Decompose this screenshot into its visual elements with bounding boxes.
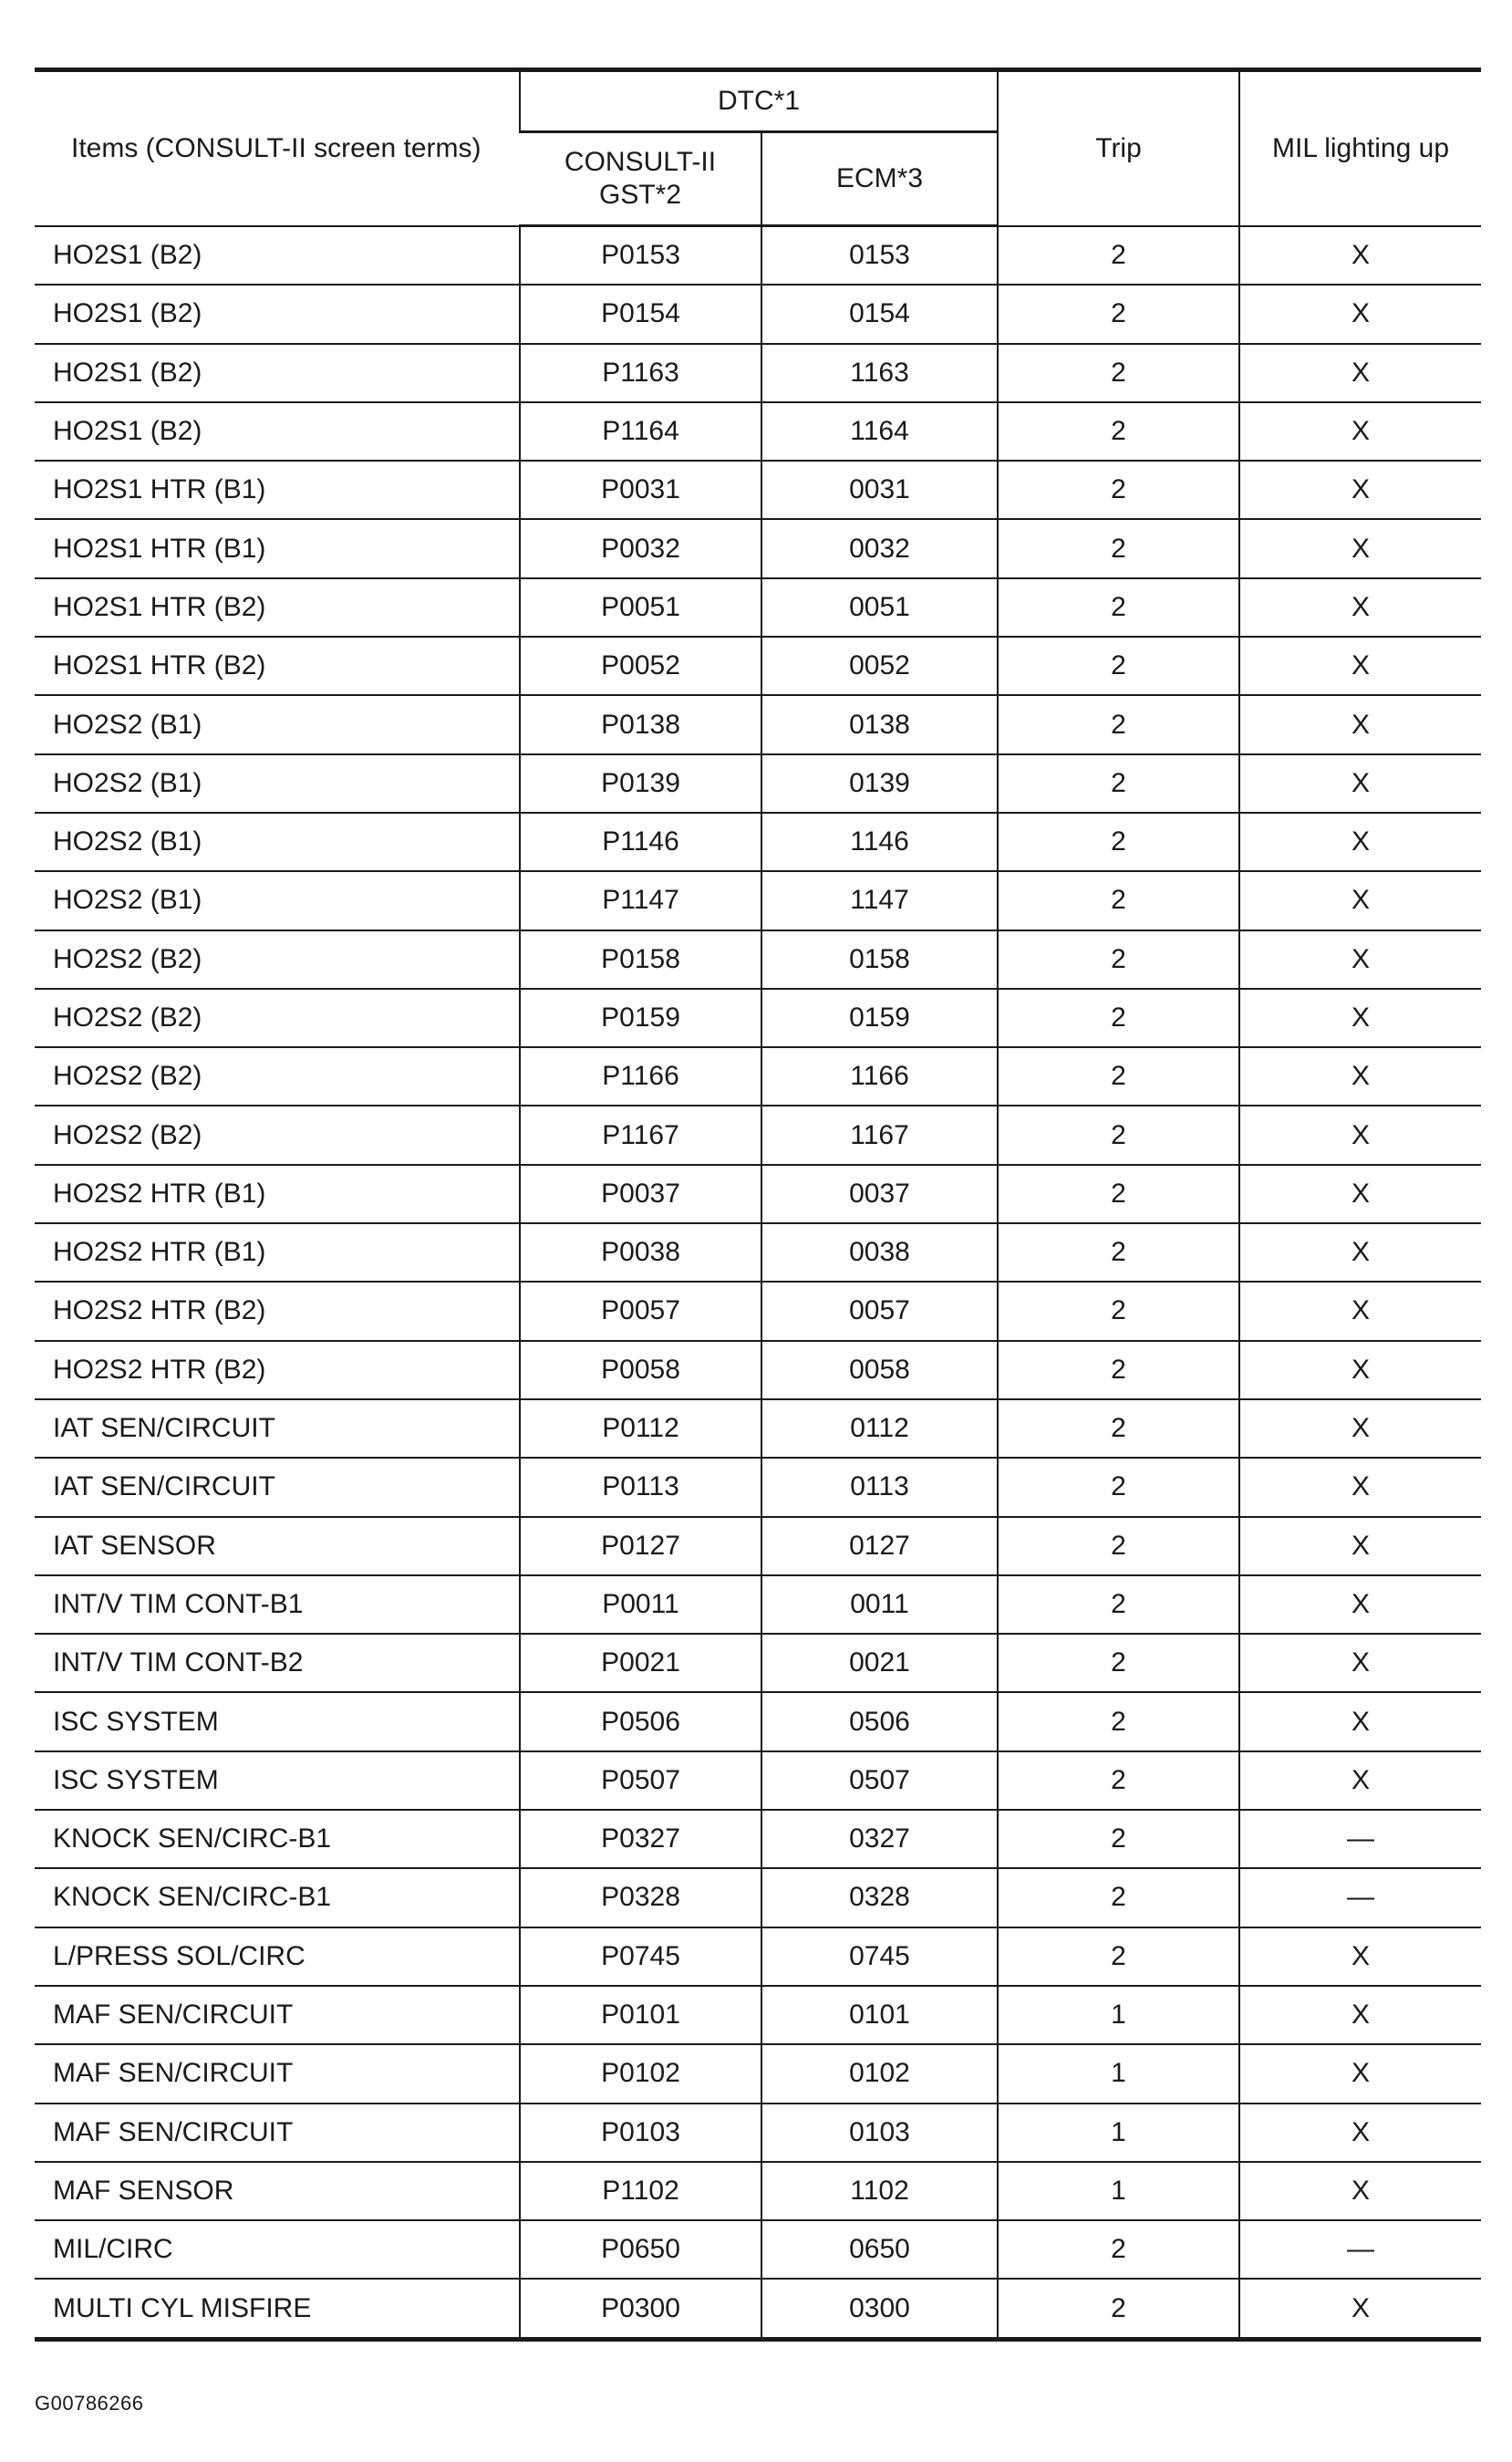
trip-column-header: Trip (998, 70, 1239, 226)
table-row (35, 1751, 1481, 1810)
item-cell: HO2S2 (B2) (35, 1106, 520, 1164)
ecm-code-cell: 0113 (761, 1458, 998, 1516)
ecm-code-cell: 0011 (761, 1575, 998, 1634)
trip-cell: 2 (998, 1868, 1239, 1927)
item-cell: HO2S1 HTR (B2) (35, 578, 520, 637)
table-row (35, 2162, 1481, 2220)
table-row (35, 1282, 1481, 1340)
trip-cell: 1 (998, 1986, 1239, 2044)
item-cell: INT/V TIM CONT-B2 (35, 1634, 520, 1692)
mil-cell: X (1239, 871, 1481, 930)
consult-code-cell: P0650 (520, 2220, 761, 2279)
ecm-code-cell: 0021 (761, 1634, 998, 1692)
item-cell: IAT SENSOR (35, 1517, 520, 1575)
trip-cell: 2 (998, 1692, 1239, 1750)
ecm-code-cell: 0057 (761, 1282, 998, 1340)
consult-code-cell: P0507 (520, 1751, 761, 1810)
item-cell: HO2S2 HTR (B2) (35, 1341, 520, 1399)
trip-cell: 1 (998, 2104, 1239, 2162)
item-cell: HO2S1 (B2) (35, 344, 520, 402)
mil-cell: — (1239, 2220, 1481, 2279)
consult-code-cell: P0051 (520, 578, 761, 637)
table-row (35, 1575, 1481, 1634)
trip-cell: 2 (998, 637, 1239, 695)
table-row (35, 930, 1481, 989)
ecm-code-cell: 0103 (761, 2104, 998, 2162)
item-cell: HO2S2 (B1) (35, 871, 520, 930)
dtc-column-header: DTC*1 (520, 70, 998, 132)
table-row (35, 1927, 1481, 1986)
mil-cell: X (1239, 1106, 1481, 1164)
mil-column-header: MIL lighting up (1239, 70, 1481, 226)
table-body (35, 226, 1481, 2340)
trip-cell: 2 (998, 461, 1239, 519)
ecm-code-cell: 0153 (761, 226, 998, 286)
item-cell: MAF SEN/CIRCUIT (35, 2044, 520, 2103)
trip-cell: 2 (998, 695, 1239, 753)
trip-cell: 2 (998, 519, 1239, 577)
trip-cell: 2 (998, 871, 1239, 930)
table-row (35, 344, 1481, 402)
trip-cell: 2 (998, 1517, 1239, 1575)
item-cell: IAT SEN/CIRCUIT (35, 1458, 520, 1516)
table-row (35, 1399, 1481, 1458)
ecm-code-cell: 1102 (761, 2162, 998, 2220)
consult-header-line-1: CONSULT-II (564, 147, 717, 177)
ecm-code-cell: 0058 (761, 1341, 998, 1399)
consult-code-cell: P1164 (520, 402, 761, 461)
mil-cell: X (1239, 402, 1481, 461)
mil-cell: X (1239, 813, 1481, 871)
mil-cell: — (1239, 1868, 1481, 1927)
table-row (35, 1458, 1481, 1516)
mil-cell: X (1239, 1751, 1481, 1810)
trip-cell: 2 (998, 1047, 1239, 1106)
item-cell: IAT SEN/CIRCUIT (35, 1399, 520, 1458)
ecm-code-cell: 0031 (761, 461, 998, 519)
table-row (35, 461, 1481, 519)
item-cell: HO2S1 HTR (B1) (35, 461, 520, 519)
mil-cell: X (1239, 461, 1481, 519)
figure-code: G00786266 (35, 2392, 144, 2415)
mil-cell: X (1239, 1575, 1481, 1634)
ecm-code-cell: 1146 (761, 813, 998, 871)
mil-cell: X (1239, 285, 1481, 343)
ecm-code-cell: 0102 (761, 2044, 998, 2103)
mil-cell: X (1239, 2279, 1481, 2339)
trip-cell: 2 (998, 1751, 1239, 1810)
mil-cell: X (1239, 578, 1481, 637)
table-row (35, 1868, 1481, 1927)
table-row (35, 2279, 1481, 2339)
trip-cell: 2 (998, 2220, 1239, 2279)
trip-cell: 2 (998, 1399, 1239, 1458)
mil-cell: X (1239, 226, 1481, 286)
item-cell: ISC SYSTEM (35, 1751, 520, 1810)
table-row (35, 1047, 1481, 1106)
trip-cell: 2 (998, 989, 1239, 1047)
trip-cell: 2 (998, 226, 1239, 286)
consult-code-cell: P0101 (520, 1986, 761, 2044)
consult-code-cell: P0011 (520, 1575, 761, 1634)
item-cell: HO2S1 HTR (B1) (35, 519, 520, 577)
ecm-code-cell: 0138 (761, 695, 998, 753)
ecm-code-cell: 1147 (761, 871, 998, 930)
mil-cell: X (1239, 344, 1481, 402)
ecm-code-cell: 0051 (761, 578, 998, 637)
consult-code-cell: P0052 (520, 637, 761, 695)
mil-cell: X (1239, 695, 1481, 753)
item-cell: HO2S1 (B2) (35, 226, 520, 286)
table-row (35, 637, 1481, 695)
mil-cell: X (1239, 1634, 1481, 1692)
item-cell: HO2S2 HTR (B1) (35, 1223, 520, 1282)
table-row (35, 402, 1481, 461)
table-header (35, 70, 1481, 226)
consult-code-cell: P0745 (520, 1927, 761, 1986)
items-column-header: Items (CONSULT-II screen terms) (35, 70, 520, 226)
trip-cell: 2 (998, 1223, 1239, 1282)
mil-cell: X (1239, 1341, 1481, 1399)
table-row (35, 519, 1481, 577)
item-cell: MAF SENSOR (35, 2162, 520, 2220)
mil-cell: X (1239, 754, 1481, 813)
consult-code-cell: P0328 (520, 1868, 761, 1927)
table-row (35, 1634, 1481, 1692)
mil-cell: X (1239, 2044, 1481, 2103)
consult-code-cell: P0300 (520, 2279, 761, 2339)
table-row (35, 285, 1481, 343)
ecm-code-cell: 0159 (761, 989, 998, 1047)
consult-code-cell: P0102 (520, 2044, 761, 2103)
consult-code-cell: P0506 (520, 1692, 761, 1750)
mil-cell: X (1239, 1986, 1481, 2044)
item-cell: HO2S2 (B1) (35, 754, 520, 813)
item-cell: L/PRESS SOL/CIRC (35, 1927, 520, 1986)
consult-code-cell: P0037 (520, 1165, 761, 1223)
dtc-table (35, 68, 1481, 2342)
mil-cell: X (1239, 1517, 1481, 1575)
mil-cell: X (1239, 930, 1481, 989)
table-row (35, 1165, 1481, 1223)
item-cell: HO2S1 (B2) (35, 285, 520, 343)
mil-cell: X (1239, 1399, 1481, 1458)
table-row (35, 695, 1481, 753)
consult-code-cell: P0058 (520, 1341, 761, 1399)
table-row (35, 754, 1481, 813)
table-row (35, 813, 1481, 871)
ecm-code-cell: 0154 (761, 285, 998, 343)
table-row (35, 871, 1481, 930)
consult-code-cell: P1102 (520, 2162, 761, 2220)
trip-cell: 2 (998, 1575, 1239, 1634)
ecm-code-cell: 1166 (761, 1047, 998, 1106)
table-row (35, 1692, 1481, 1750)
trip-cell: 2 (998, 1106, 1239, 1164)
mil-cell: — (1239, 1810, 1481, 1868)
item-cell: HO2S2 (B2) (35, 930, 520, 989)
item-cell: KNOCK SEN/CIRC-B1 (35, 1868, 520, 1927)
ecm-code-cell: 0328 (761, 1868, 998, 1927)
trip-cell: 2 (998, 1282, 1239, 1340)
trip-cell: 2 (998, 813, 1239, 871)
item-cell: HO2S2 HTR (B2) (35, 1282, 520, 1340)
ecm-code-cell: 0327 (761, 1810, 998, 1868)
mil-cell: X (1239, 2104, 1481, 2162)
dtc-table-sheet (35, 68, 1481, 2342)
item-cell: HO2S2 (B1) (35, 695, 520, 753)
trip-cell: 2 (998, 1810, 1239, 1868)
consult-code-cell: P0113 (520, 1458, 761, 1516)
consult-code-cell: P1146 (520, 813, 761, 871)
trip-cell: 2 (998, 1165, 1239, 1223)
trip-cell: 2 (998, 2279, 1239, 2339)
consult-header-line-2: GST*2 (598, 180, 682, 210)
ecm-code-cell: 0745 (761, 1927, 998, 1986)
table-row (35, 1341, 1481, 1399)
item-cell: MAF SEN/CIRCUIT (35, 2104, 520, 2162)
mil-cell: X (1239, 1692, 1481, 1750)
trip-cell: 2 (998, 754, 1239, 813)
consult-code-cell: P1166 (520, 1047, 761, 1106)
ecm-code-cell: 0127 (761, 1517, 998, 1575)
consult-code-cell: P0327 (520, 1810, 761, 1868)
consult-code-cell: P0139 (520, 754, 761, 813)
ecm-code-cell: 0038 (761, 1223, 998, 1282)
item-cell: HO2S2 (B2) (35, 989, 520, 1047)
mil-cell: X (1239, 1047, 1481, 1106)
ecm-code-cell: 1163 (761, 344, 998, 402)
mil-cell: X (1239, 989, 1481, 1047)
consult-gst-column-header (520, 132, 761, 226)
mil-cell: X (1239, 637, 1481, 695)
ecm-code-cell: 0101 (761, 1986, 998, 2044)
table-row (35, 1986, 1481, 2044)
item-cell: MIL/CIRC (35, 2220, 520, 2279)
consult-code-cell: P0153 (520, 226, 761, 286)
table-row (35, 1517, 1481, 1575)
consult-code-cell: P0021 (520, 1634, 761, 1692)
ecm-code-cell: 0507 (761, 1751, 998, 1810)
table-row (35, 989, 1481, 1047)
mil-cell: X (1239, 1458, 1481, 1516)
trip-cell: 2 (998, 1634, 1239, 1692)
consult-code-cell: P0154 (520, 285, 761, 343)
consult-code-cell: P0032 (520, 519, 761, 577)
consult-code-cell: P0127 (520, 1517, 761, 1575)
trip-cell: 2 (998, 1927, 1239, 1986)
trip-cell: 2 (998, 285, 1239, 343)
table-row (35, 1810, 1481, 1868)
item-cell: HO2S1 HTR (B2) (35, 637, 520, 695)
consult-code-cell: P1163 (520, 344, 761, 402)
ecm-code-cell: 0032 (761, 519, 998, 577)
item-cell: HO2S2 HTR (B1) (35, 1165, 520, 1223)
consult-code-cell: P0038 (520, 1223, 761, 1282)
mil-cell: X (1239, 1223, 1481, 1282)
ecm-code-cell: 1167 (761, 1106, 998, 1164)
item-cell: HO2S2 (B2) (35, 1047, 520, 1106)
mil-cell: X (1239, 1927, 1481, 1986)
table-row (35, 2104, 1481, 2162)
consult-code-cell: P0158 (520, 930, 761, 989)
trip-cell: 2 (998, 930, 1239, 989)
consult-code-cell: P0103 (520, 2104, 761, 2162)
trip-cell: 2 (998, 1458, 1239, 1516)
item-cell: HO2S2 (B1) (35, 813, 520, 871)
consult-code-cell: P1147 (520, 871, 761, 930)
consult-code-cell: P0159 (520, 989, 761, 1047)
item-cell: ISC SYSTEM (35, 1692, 520, 1750)
ecm-code-cell: 0112 (761, 1399, 998, 1458)
mil-cell: X (1239, 1165, 1481, 1223)
table-row (35, 2220, 1481, 2279)
mil-cell: X (1239, 519, 1481, 577)
item-cell: MULTI CYL MISFIRE (53, 2292, 312, 2323)
ecm-code-cell: 0037 (761, 1165, 998, 1223)
item-cell: HO2S1 (B2) (35, 402, 520, 461)
item-cell: KNOCK SEN/CIRC-B1 (35, 1810, 520, 1868)
trip-cell: 2 (998, 344, 1239, 402)
consult-code-cell: P0138 (520, 695, 761, 753)
ecm-code-cell: 0650 (761, 2220, 998, 2279)
trip-cell: 1 (998, 2162, 1239, 2220)
trip-cell: 1 (998, 2044, 1239, 2103)
ecm-code-cell: 0139 (761, 754, 998, 813)
consult-code-cell: P0112 (520, 1399, 761, 1458)
trip-cell: 2 (998, 402, 1239, 461)
table-row (35, 2044, 1481, 2103)
mil-cell: X (1239, 2162, 1481, 2220)
consult-code-cell: P0031 (520, 461, 761, 519)
trip-cell: 2 (998, 578, 1239, 637)
ecm-code-cell: 0052 (761, 637, 998, 695)
ecm-code-cell: 0158 (761, 930, 998, 989)
ecm-code-cell: 1164 (761, 402, 998, 461)
table-row (35, 1106, 1481, 1164)
mil-cell: X (1239, 1282, 1481, 1340)
ecm-code-cell: 0506 (761, 1692, 998, 1750)
ecm-column-header: ECM*3 (761, 132, 998, 226)
consult-code-cell: P1167 (520, 1106, 761, 1164)
table-row (35, 226, 1481, 286)
table-row (35, 578, 1481, 637)
table-row (35, 1223, 1481, 1282)
trip-cell: 2 (998, 1341, 1239, 1399)
ecm-code-cell: 0300 (761, 2279, 998, 2339)
item-cell: INT/V TIM CONT-B1 (35, 1575, 520, 1634)
item-cell: MAF SEN/CIRCUIT (35, 1986, 520, 2044)
consult-code-cell: P0057 (520, 1282, 761, 1340)
